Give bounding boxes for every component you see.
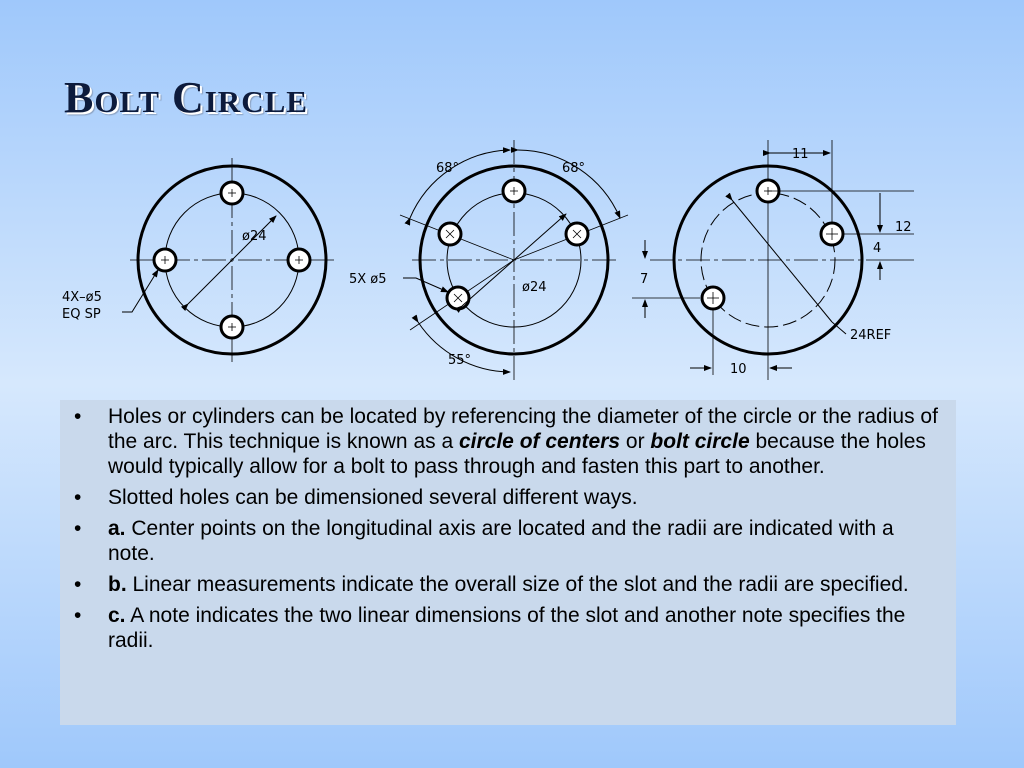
- bullet-text: A note indicates the two linear dimensions of the slot and another note specifies the radii.: [108, 604, 906, 652]
- term-circle-of-centers: circle of centers: [458, 430, 621, 453]
- bullet-prefix: a.: [108, 517, 126, 540]
- bullet-text: or: [620, 430, 651, 453]
- bullet-text: Linear measurements indicate the overall size of the slot and the radii are specified.: [126, 573, 909, 596]
- bullet-text: Holes or cylinders can be located by referencing the diameter of the circle or the radius of the arc. This technique is known as a: [108, 405, 938, 453]
- bullet-item: [74, 485, 946, 510]
- right-dim-4: 4: [873, 241, 882, 256]
- middle-bolt-circle-drawing: [400, 140, 628, 380]
- left-bolt-circle-drawing: [122, 158, 334, 362]
- term-bolt-circle: bolt circle: [650, 430, 750, 453]
- bullet-list: [74, 404, 946, 653]
- right-dim-12: 12: [895, 220, 912, 235]
- right-bolt-circle-drawing: [632, 140, 914, 380]
- middle-diameter-label: ø24: [522, 280, 547, 295]
- bullet-item: [74, 572, 946, 597]
- right-dim-7: 7: [640, 272, 649, 287]
- bullet-prefix: b.: [108, 573, 127, 596]
- bullet-text: because the holes would typically allow for a bolt to pass through and fasten this part to another.: [108, 430, 926, 478]
- bullet-item: [74, 603, 946, 653]
- bullet-prefix: c.: [108, 604, 126, 627]
- right-dim-top: 11: [792, 147, 809, 162]
- right-dim-10: 10: [730, 362, 747, 377]
- middle-hole-note: 5X ø5: [349, 272, 387, 287]
- bullet-item: [74, 516, 946, 566]
- right-ref-note: 24REF: [850, 328, 892, 343]
- left-hole-note-line2: EQ SP: [62, 307, 101, 322]
- left-hole-note-line1: 4X–ø5: [62, 290, 102, 305]
- slide-title: Bolt Circle: [64, 73, 308, 122]
- left-diameter-label: ø24: [242, 229, 267, 244]
- bullet-item: [74, 404, 946, 479]
- middle-angle-top-right: 68°: [562, 161, 586, 176]
- bullet-text: Center points on the longitudinal axis are located and the radii are indicated with a note.: [108, 517, 894, 565]
- middle-angle-bottom: 55°: [448, 353, 472, 368]
- bullet-text: Slotted holes can be dimensioned several different ways.: [108, 486, 638, 509]
- middle-angle-top-left: 68°: [436, 161, 460, 176]
- bullet-text-box: [60, 400, 956, 725]
